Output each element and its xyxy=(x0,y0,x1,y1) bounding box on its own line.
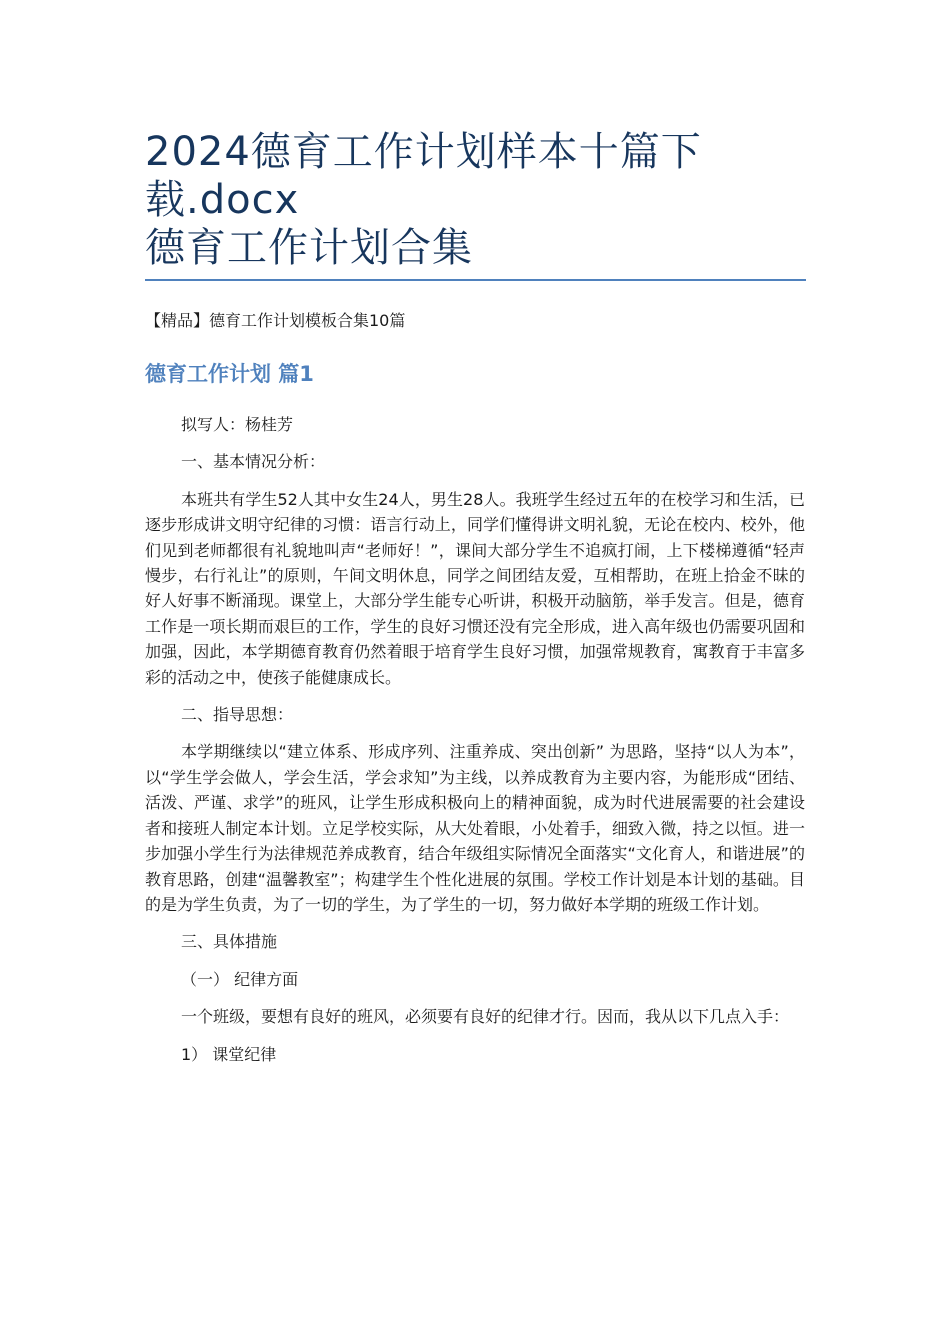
section-heading: 德育工作计划 篇1 xyxy=(145,362,314,386)
paragraph-discipline: 一个班级，要想有良好的班风，必须要有良好的纪律才行。因而，我从以下几点入手： xyxy=(181,1007,790,1027)
paragraph-guiding-thought: 本学期继续以“建立体系、形成序列、注重养成、突出创新” 为思路，坚持“以人为本”，以“学生学会做人，学会生活，学会求知”为主线，以养成教育为主要内容，为能形成“团结、活泼、严谨、求学”的班风，让学生形成积极向上的精神面貌，成为时代进展需要的社会建设者和接班人制定本计划。立足学校实际，从大处着眼，小处着手，细致入微，持之以恒。进一步加强小学生行为法律规范养成教育，结合年级组实际情况全面落实“文化育人，和谐进展”的教育思路，创建“温馨教室”；构建学生个性化进展的氛围。学校工作计划是本计划的基础。目的是为学生负责，为了一切的学生，为了学生的一切，努力做好本学期的班级工作计划。 xyxy=(145,742,805,914)
item-classroom-discipline: 1） 课堂纪律 xyxy=(181,1044,277,1064)
heading-guiding-thought: 二、指导思想： xyxy=(181,705,294,725)
paragraph-basic-situation: 本班共有学生52人其中女生24人，男生28人。我班学生经过五年的在校学习和生活，已逐步形成讲文明守纪律的习惯：语言行动上，同学们懂得讲文明礼貌，无论在校内、校外，他们见到老师都很有礼貌地叫声“老师好！”，课间大部分学生不追疯打闹，上下楼梯遵循“轻声慢步，右行礼让”的原则，午间文明休息，同学之间团结友爱，互相帮助，在班上拾金不昧的好人好事不断涌现。课堂上，大部分学生能专心听讲，积极开动脑筋，举手发言。但是，德育工作是一项长期而艰巨的工作，学生的良好习惯还没有完全形成，进入高年级也仍需要巩固和加强，因此，本学期德育教育仍然着眼于培育学生良好习惯，加强常规教育，寓教育于丰富多彩的活动之中，使孩子能健康成长。 xyxy=(145,489,805,687)
title-line-1: 2024德育工作计划样本十篇下 xyxy=(145,129,702,175)
heading-basic-situation: 一、基本情况分析： xyxy=(181,452,326,472)
document-body xyxy=(145,412,805,1079)
document-subtitle: 【精品】德育工作计划模板合集10篇 xyxy=(145,311,406,330)
author-line: 拟写人：杨桂芳 xyxy=(181,415,294,434)
title-line-2: 载.docx xyxy=(145,177,300,223)
title-divider xyxy=(145,279,806,281)
subheading-discipline: （一） 纪律方面 xyxy=(181,969,299,989)
title-line-3: 德育工作计划合集 xyxy=(145,225,473,271)
heading-measures: 三、具体措施 xyxy=(181,932,278,952)
document-title xyxy=(145,128,805,272)
